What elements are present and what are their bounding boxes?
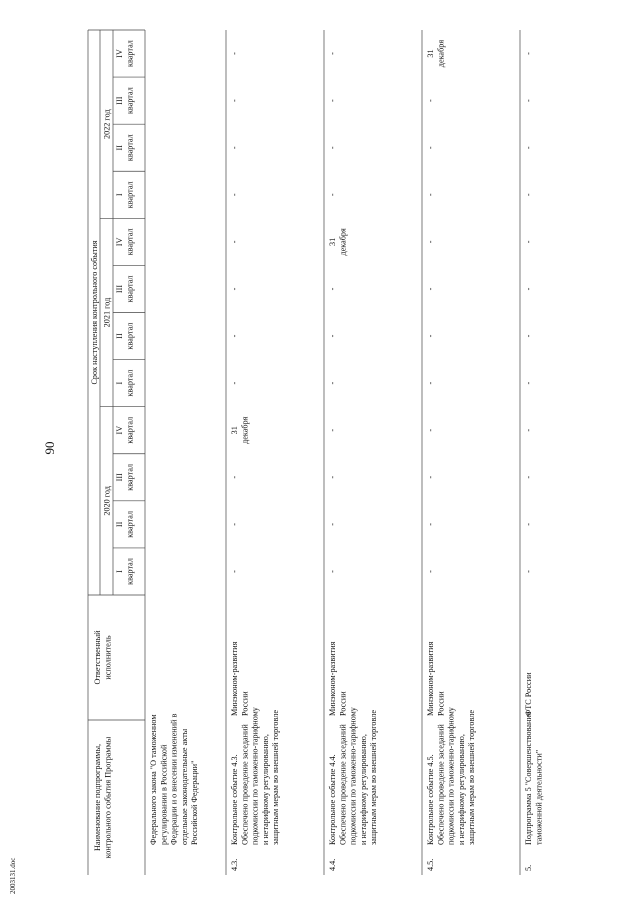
table-body [0, 40, 543, 905]
cell-dash: - [524, 146, 533, 150]
cell-dash: - [524, 287, 533, 291]
header-quarter: IIIквартал [115, 87, 135, 115]
cell-dash: - [426, 334, 435, 338]
cell-dash: - [230, 523, 239, 526]
cell-dash: - [328, 99, 337, 102]
header-quarter: IIквартал [115, 322, 135, 350]
cell-dash: - [426, 240, 435, 244]
cell-dash: - [426, 523, 435, 526]
cell-dash: - [328, 146, 337, 150]
cell-dash: - [426, 570, 435, 573]
page-number: 90 [42, 441, 57, 455]
cell-dash: - [524, 428, 533, 432]
cell-dash: - [426, 193, 435, 197]
table-row [426, 40, 476, 871]
cell-dash: - [328, 381, 337, 385]
cell-dash: - [230, 381, 239, 385]
header-quarter: IIIквартал [115, 463, 135, 491]
cell-dash: - [524, 570, 533, 573]
cell-deadline-date: 31декабря [426, 39, 446, 68]
cell-dash: - [230, 52, 239, 55]
cell-deadline-date: 31декабря [230, 416, 250, 444]
row-executor: ФТС России [524, 672, 533, 716]
cell-dash: - [524, 240, 533, 244]
cell-dash: - [328, 52, 337, 55]
cell-dash: - [328, 287, 337, 291]
cell-dash: - [524, 523, 533, 526]
row-number: 5. [524, 864, 533, 871]
header-executor-column: Ответственныйисполнитель [93, 630, 113, 685]
cell-dash: - [328, 193, 337, 197]
cell-dash: - [328, 334, 337, 338]
row-name: Подпрограмма 5 "Совершенствованиетаможенной деятельности" [524, 711, 544, 845]
table-row [230, 52, 280, 871]
cell-dash: - [524, 381, 533, 385]
header-quarter: Iквартал [115, 181, 135, 209]
header-quarter: Iквартал [115, 369, 135, 397]
cell-dash: - [230, 475, 239, 479]
row-executor: Минэконом-развитияРоссии [426, 641, 446, 716]
cell-dash: - [230, 99, 239, 102]
cell-dash: - [426, 287, 435, 291]
cell-dash: - [230, 240, 239, 244]
cell-dash: - [328, 570, 337, 573]
header-year: 2022 год [102, 109, 112, 139]
cell-dash: - [524, 52, 533, 55]
cell-dash: - [426, 428, 435, 432]
header-quarter: IVквартал [115, 40, 135, 67]
cell-dash: - [524, 99, 533, 102]
row-name: Контрольное событие 4.3.Обеспечено проведение заседанийподкомиссии по таможенно-тарифномуи нетарифному регулированию,защитным мерам во внешней торговле [230, 707, 281, 845]
cell-dash: - [524, 334, 533, 338]
header-quarter: IVквартал [115, 416, 135, 444]
row-number: 4.5. [426, 858, 435, 871]
cell-dash: - [328, 475, 337, 479]
row-name: Федерального закона "О таможенномрегулировании в РоссийскойФедерации и о внесении изменений вотдельные законодательные актыРоссийской Федерации" [149, 713, 200, 845]
cell-dash: - [328, 523, 337, 526]
cell-dash: - [230, 193, 239, 197]
header-quarter: IIIквартал [115, 275, 135, 303]
row-name: Контрольное событие 4.5.Обеспечено проведение заседанийподкомиссии по таможенно-тарифномуи нетарифному регулированию,защитным мерам во внешней торговле [426, 707, 477, 845]
cell-dash: - [426, 99, 435, 102]
header-year: 2021 год [102, 297, 112, 328]
cell-dash: - [524, 475, 533, 479]
cell-dash: - [328, 428, 337, 432]
cell-dash: - [230, 334, 239, 338]
header-quarter: IVквартал [115, 228, 135, 256]
cell-dash: - [230, 570, 239, 573]
cell-dash: - [426, 146, 435, 150]
cell-dash: - [426, 381, 435, 385]
table-row [524, 52, 543, 871]
cell-dash: - [524, 193, 533, 197]
row-number: 4.3. [230, 858, 239, 871]
row-executor: Минэконом-развитияРоссии [230, 641, 250, 716]
cell-dash: - [230, 146, 239, 150]
table-header [90, 40, 134, 858]
row-number: 4.4. [328, 858, 337, 871]
row-executor: Минэконом-развитияРоссии [328, 641, 348, 716]
header-year: 2020 год [102, 486, 112, 516]
cell-dash: - [230, 287, 239, 291]
table-row [328, 52, 378, 871]
header-quarter: Iквартал [115, 558, 135, 585]
header-quarter: IIквартал [115, 134, 135, 162]
header-name-column: Наименование подпрограммы,контрольного события Программы [93, 736, 113, 859]
cell-deadline-date: 31декабря [328, 228, 348, 256]
footer-file-name: 2003131.doc [9, 857, 17, 894]
header-quarter: IIквартал [115, 510, 135, 538]
row-name: Контрольное событие 4.4.Обеспечено проведение заседанийподкомиссии по таможенно-тарифномуи нетарифному регулированию,защитным мерам во внешней торговле [328, 707, 379, 845]
header-deadline-column: Срок наступления контрольного события [90, 240, 99, 385]
cell-dash: - [426, 475, 435, 479]
